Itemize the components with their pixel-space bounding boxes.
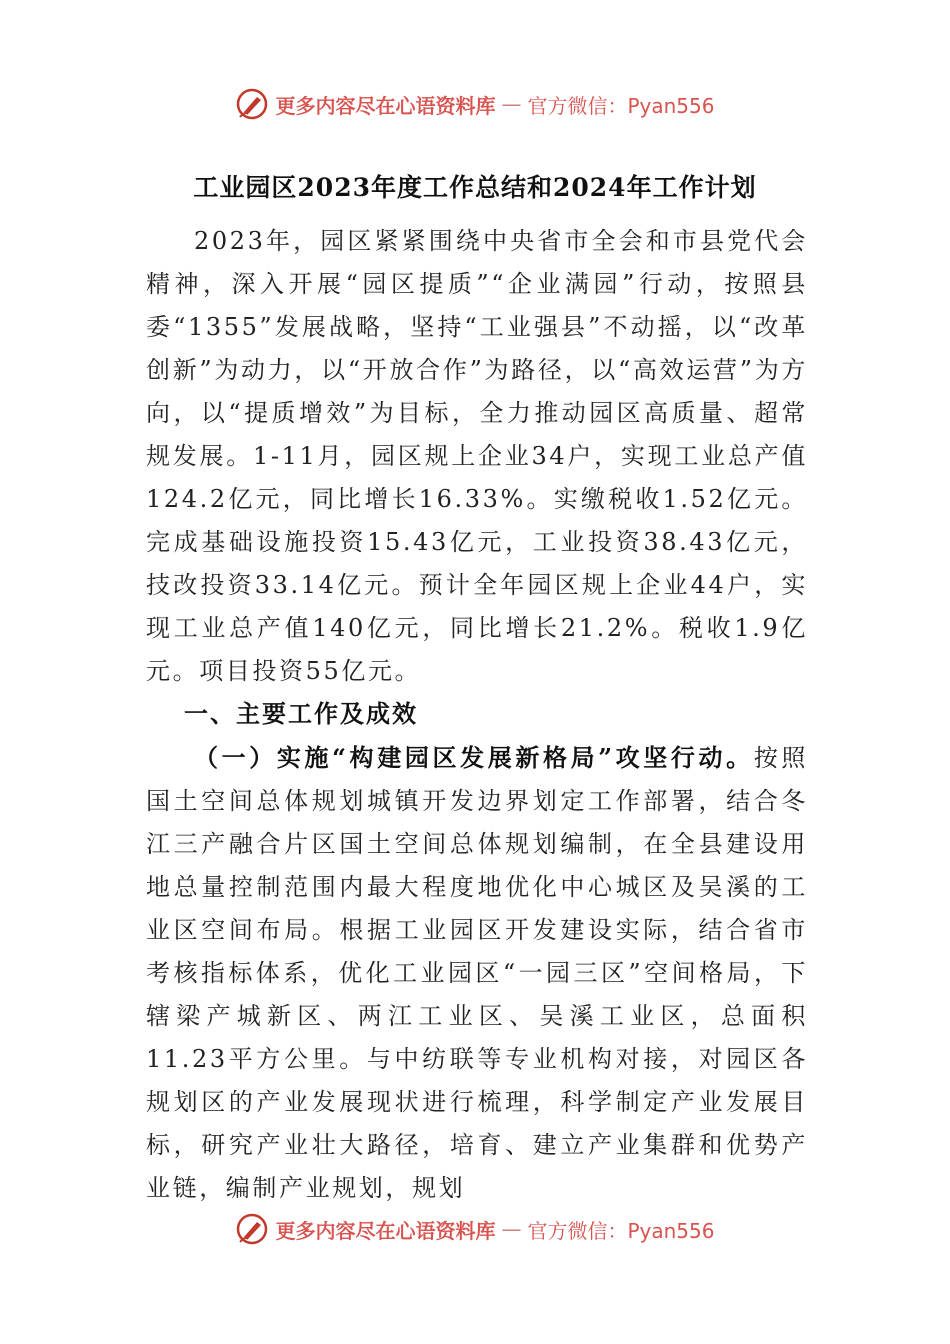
subsection-body-1: 按照国土空间总体规划城镇开发边界划定工作部署，结合冬江三产融合片区国土空间总体规划编制，在全县建设用地总量控制范围内最大程度地优化中心城区及吴溪的工业区空间布局。根据工业园区开发建设实际，结合省市考核指标体系，优化工业园区“一园三区”空间格局，下辖梁产城新区、两江工业区、吴溪工业区，总面积11.23平方公里。与中纺联等专业机构对接，对园区各规划区的产业发展现状进行梳理，科学制定产业发展目标，研究产业壮大路径，培育、建立产业集群和优势产业链，编制产业规划，规划 (146, 744, 808, 1202)
document-title: 工业园区2023年度工作总结和2024年工作计划 (193, 173, 757, 202)
pen-nib-logo-icon (235, 87, 269, 121)
subsection-lead-1: （一）实施“构建园区发展新格局”攻坚行动。 (194, 743, 754, 772)
watermark-separator: — (501, 92, 522, 116)
watermark-main-text: 更多内容尽在心语资料库 (275, 1218, 496, 1243)
watermark-bottom (0, 1209, 950, 1249)
subsection-paragraph-1 (146, 736, 808, 1210)
watermark-separator: — (501, 1217, 522, 1241)
watermark-contact: 官方微信：Pyan556 (527, 1218, 715, 1243)
watermark-main-text: 更多内容尽在心语资料库 (275, 93, 496, 118)
document-body (146, 220, 808, 1210)
section-heading-1: 一、主要工作及成效 (184, 700, 418, 728)
pen-nib-logo-icon (235, 1212, 269, 1246)
watermark-top (0, 84, 950, 124)
intro-paragraph: 2023年，园区紧紧围绕中央省市全会和市县党代会精神，深入开展“园区提质”“企业满园”行动，按照县委“1355”发展战略，坚持“工业强县”不动摇，以“改革创新”为动力，以“开放合作”为路径，以“高效运营”为方向，以“提质增效”为目标，全力推动园区高质量、超常规发展。1-11月，园区规上企业34户，实现工业总产值124.2亿元，同比增长16.33%。实缴税收1.52亿元。完成基础设施投资15.43亿元，工业投资38.43亿元，技改投资33.14亿元。预计全年园区规上企业44户，实现工业总产值140亿元，同比增长21.2%。税收1.9亿元。项目投资55亿元。 (146, 227, 808, 685)
watermark-contact: 官方微信：Pyan556 (527, 93, 715, 118)
